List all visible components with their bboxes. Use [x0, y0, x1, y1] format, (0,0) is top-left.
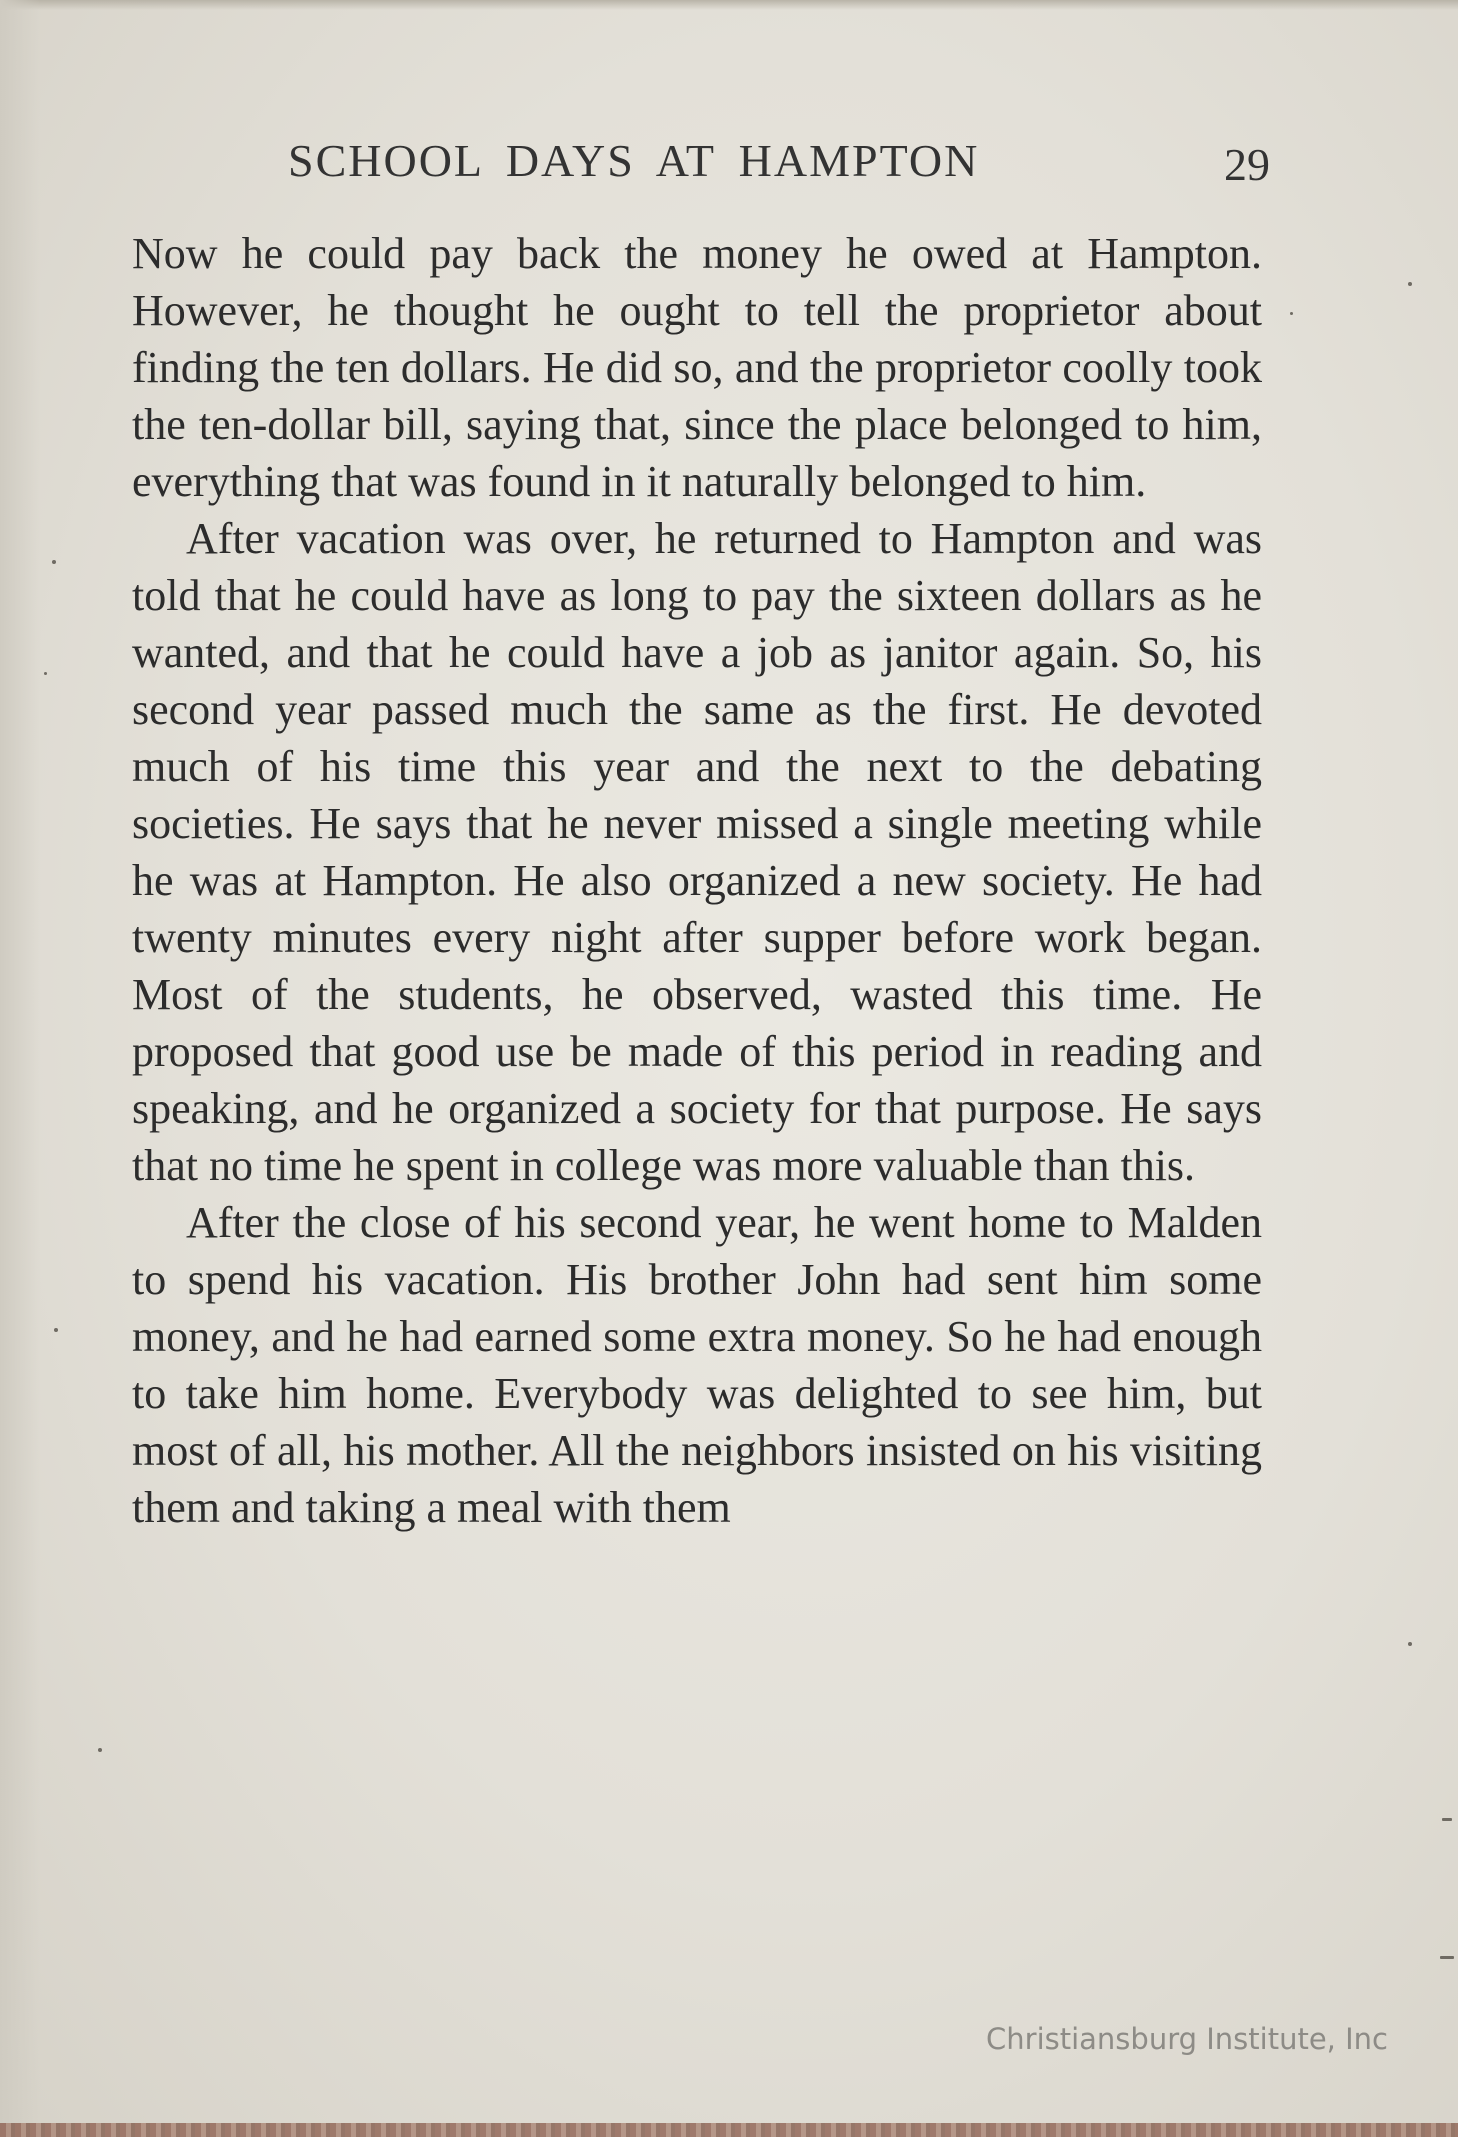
- body-text: [132, 225, 1262, 1536]
- paragraph-2: After vacation was over, he returned to Hampton and was told that he could have as long to pay the sixteen dollars as he wanted, and that he could have a job as janitor again. So, his second year passed much the same as the first. He devoted much of his time this year and the next to the debating societies. He says that he never missed a single meeting while he was at Hampton. He also organized a new society. He had twenty minutes every night after supper before work began. Most of the students, he observed, wasted this time. He proposed that good use be made of this period in reading and speaking, and he organized a society for that purpose. He says that no time he spent in college was more valuable than this.: [132, 514, 1262, 1190]
- running-title: SCHOOL DAYS AT HAMPTON: [288, 135, 980, 186]
- paper-speck: [1440, 1956, 1454, 1959]
- paper-speck: [52, 560, 56, 564]
- paper-speck: [98, 1748, 102, 1752]
- page-bottom-edge: [0, 2123, 1458, 2137]
- paper-speck: [1408, 1642, 1412, 1646]
- paper-speck: [1408, 282, 1412, 286]
- paper-speck: [1290, 312, 1293, 315]
- paper-speck: [54, 1328, 58, 1332]
- running-header: [130, 128, 1270, 188]
- watermark: Christiansburg Institute, Inc: [986, 2022, 1388, 2056]
- paper-speck: [44, 672, 47, 675]
- page-top-edge: [0, 0, 1458, 10]
- paragraph-1: Now he could pay back the money he owed at Hampton. However, he thought he ought to tell the proprietor about finding the ten dollars. He did so, and the proprietor coolly took the ten-dollar bill, saying that, since the place belonged to him, everything that was found in it naturally belonged to him.: [132, 229, 1262, 506]
- paragraph-3: After the close of his second year, he went home to Malden to spend his vacation. His brother John had sent him some money, and he had earned some extra money. So he had enough to take him home. Everybody was delighted to see him, but most of all, his mother. All the neighbors insisted on his visiting them and taking a meal with them: [132, 1198, 1262, 1532]
- paper-speck: [1442, 1818, 1452, 1821]
- page-left-edge: [0, 0, 40, 2137]
- page-number: 29: [1224, 139, 1270, 190]
